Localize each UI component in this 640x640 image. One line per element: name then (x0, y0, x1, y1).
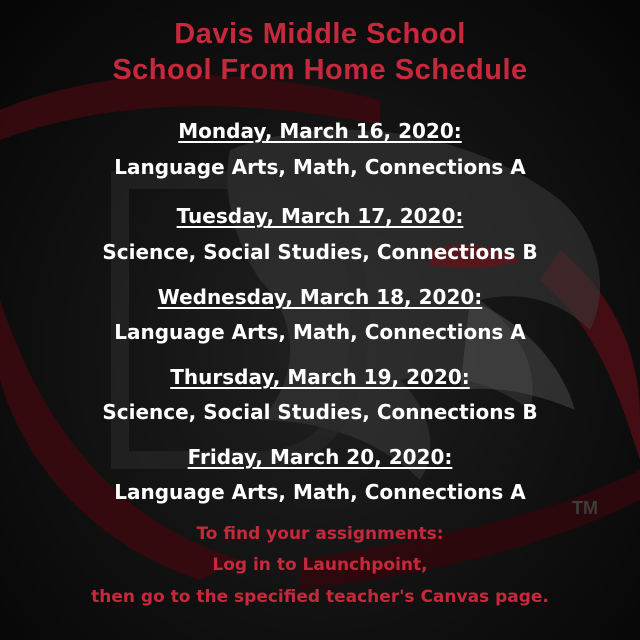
schedule-day-thursday: Thursday, March 19, 2020: (170, 365, 470, 389)
schedule-day-friday: Friday, March 20, 2020: (187, 445, 453, 469)
schedule-subjects-wednesday: Language Arts, Math, Connections A (114, 320, 526, 344)
trademark-symbol: TM (572, 498, 598, 518)
school-name-title: Davis Middle School (174, 18, 466, 50)
schedule-title: School From Home Schedule (112, 54, 528, 86)
schedule-subjects-tuesday: Science, Social Studies, Connections B (102, 240, 538, 264)
schedule-subjects-thursday: Science, Social Studies, Connections B (102, 400, 538, 424)
schedule-subjects-monday: Language Arts, Math, Connections A (114, 155, 526, 179)
instructions-step-canvas: then go to the specified teacher's Canvas page. (91, 587, 549, 607)
schedule-day-wednesday: Wednesday, March 18, 2020: (157, 285, 483, 309)
schedule-subjects-friday: Language Arts, Math, Connections A (114, 480, 526, 504)
schedule-day-monday: Monday, March 16, 2020: (178, 119, 462, 143)
schedule-day-tuesday: Tuesday, March 17, 2020: (176, 204, 464, 228)
instructions-heading: To find your assignments: (196, 524, 444, 544)
instructions-step-login: Log in to Launchpoint, (212, 555, 428, 575)
